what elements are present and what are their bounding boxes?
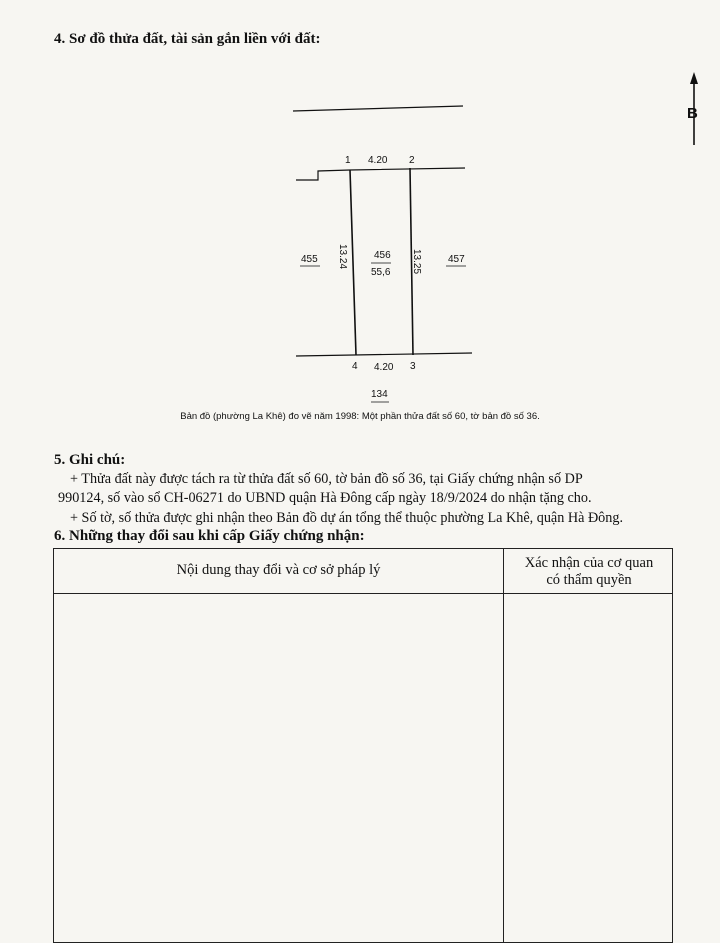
column-header-confirmation: Xác nhận của cơ quan có thẩm quyền <box>524 555 654 588</box>
neighbor-parcel-bottom: 134 <box>371 389 388 400</box>
note-2: + Số tờ, số thửa được ghi nhận theo Bản đồ dự án tổng thể thuộc phường La Khê, quận Hà Đông. <box>70 510 624 526</box>
bottom-boundary-line <box>296 353 472 356</box>
section-6-title: 6. Những thay đổi sau khi cấp Giấy chứng nhận: <box>54 528 365 544</box>
parcel-area: 55,6 <box>371 267 391 278</box>
vertex-1: 1 <box>345 155 351 166</box>
parcel-number: 456 <box>374 250 391 261</box>
upper-neighbor-line <box>296 168 465 180</box>
changes-table <box>53 548 673 943</box>
note-1-line-1: + Thửa đất này được tách ra từ thửa đất số 60, tờ bản đồ số 36, tại Giấy chứng nhận số DP <box>70 471 583 487</box>
parcel-map <box>0 0 720 430</box>
parcel-left-edge <box>350 170 356 355</box>
neighbor-parcel-left: 455 <box>301 254 318 265</box>
top-boundary-line <box>293 106 463 111</box>
north-label: B <box>687 105 698 122</box>
north-arrow-icon <box>687 72 698 145</box>
right-edge-length: 13.25 <box>411 249 422 275</box>
neighbor-parcel-right: 457 <box>448 254 465 265</box>
bottom-edge-length: 4.20 <box>374 362 394 373</box>
note-1-line-2: 990124, số vào sổ CH-06271 do UBND quận Hà Đông cấp ngày 18/9/2024 do nhận tặng cho. <box>58 490 592 506</box>
section-5-title: 5. Ghi chú: <box>54 452 126 468</box>
vertex-2: 2 <box>409 155 415 166</box>
left-edge-length: 13.24 <box>337 244 348 270</box>
section-4-title: 4. Sơ đồ thửa đất, tài sản gắn liền với đất: <box>54 31 321 47</box>
vertex-3: 3 <box>410 361 416 372</box>
vertex-4: 4 <box>352 361 358 372</box>
map-caption: Bản đồ (phường La Khê) đo vẽ năm 1998: Một phần thửa đất số 60, tờ bản đồ số 36. <box>180 411 540 422</box>
top-edge-length: 4.20 <box>368 155 388 166</box>
column-header-changes: Nội dung thay đổi và cơ sở pháp lý <box>176 562 381 578</box>
